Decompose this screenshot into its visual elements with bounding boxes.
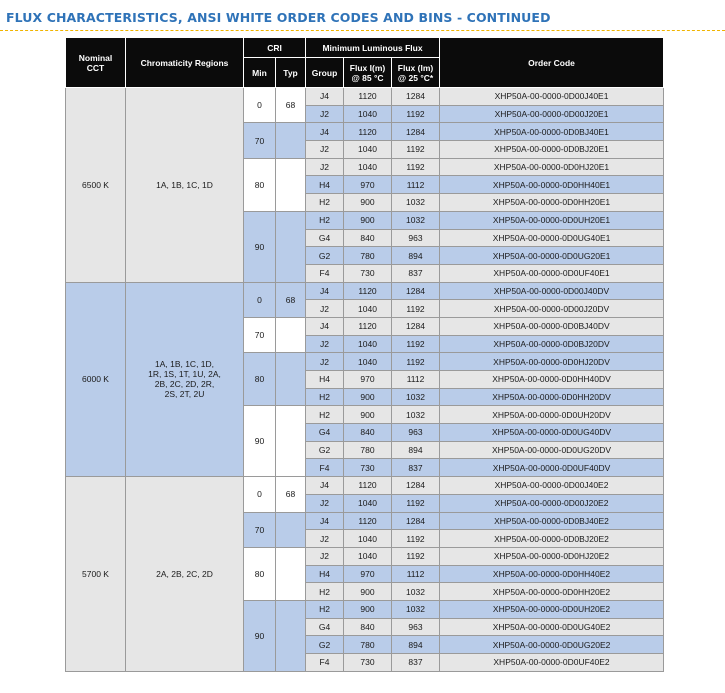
flux-85c-cell: 1120	[344, 477, 392, 495]
order-code-cell: XHP50A-00-0000-0D0UG40E2	[440, 618, 664, 636]
order-code-cell: XHP50A-00-0000-0D0BJ40E1	[440, 123, 664, 141]
flux-85c-cell: 970	[344, 565, 392, 583]
table-row	[66, 282, 664, 300]
cri-typ-cell: 68	[276, 477, 306, 512]
group-cell: H4	[306, 371, 344, 389]
page-title: FLUX CHARACTERISTICS, ANSI WHITE ORDER CODES AND BINS - CONTINUED	[6, 10, 551, 25]
order-code-cell: XHP50A-00-0000-0D0UH20E2	[440, 600, 664, 618]
cri-typ-cell	[276, 547, 306, 600]
order-code-cell: XHP50A-00-0000-0D00J20E1	[440, 105, 664, 123]
group-cell: F4	[306, 654, 344, 672]
cri-typ-cell: 68	[276, 88, 306, 123]
flux-25c-cell: 1032	[392, 406, 440, 424]
cri-typ-cell	[276, 123, 306, 158]
cri-min-cell: 70	[244, 512, 276, 547]
flux-25c-cell: 894	[392, 441, 440, 459]
flux-85c-cell: 730	[344, 459, 392, 477]
table-row	[66, 477, 664, 495]
chromaticity-regions-cell: 1A, 1B, 1C, 1D, 1R, 1S, 1T, 1U, 2A, 2B, 2C, 2D, 2R, 2S, 2T, 2U	[126, 282, 244, 477]
table-body	[66, 88, 664, 672]
header-order-code: Order Code	[440, 38, 664, 88]
group-cell: H2	[306, 600, 344, 618]
header-cri-typ: Typ	[276, 58, 306, 88]
group-cell: J2	[306, 335, 344, 353]
header-cri: CRI	[244, 38, 306, 58]
cri-min-cell: 80	[244, 158, 276, 211]
flux-85c-cell: 840	[344, 618, 392, 636]
group-cell: J2	[306, 530, 344, 548]
flux-25c-cell: 1192	[392, 494, 440, 512]
flux-85c-cell: 1120	[344, 282, 392, 300]
chromaticity-regions-cell: 1A, 1B, 1C, 1D	[126, 88, 244, 283]
nominal-cct-cell: 6000 K	[66, 282, 126, 477]
flux-85c-cell: 900	[344, 600, 392, 618]
order-code-cell: XHP50A-00-0000-0D0HH20E2	[440, 583, 664, 601]
group-cell: J4	[306, 317, 344, 335]
flux-25c-cell: 1192	[392, 530, 440, 548]
group-cell: J4	[306, 512, 344, 530]
flux-85c-cell: 1040	[344, 353, 392, 371]
group-cell: J4	[306, 88, 344, 106]
flux-85c-cell: 1040	[344, 547, 392, 565]
flux-25c-cell: 1032	[392, 583, 440, 601]
flux-85c-cell: 1040	[344, 105, 392, 123]
order-code-cell: XHP50A-00-0000-0D00J20E2	[440, 494, 664, 512]
order-code-cell: XHP50A-00-0000-0D0HH20E1	[440, 194, 664, 212]
group-cell: H2	[306, 194, 344, 212]
title-divider	[0, 30, 725, 31]
order-code-cell: XHP50A-00-0000-0D0UG40E1	[440, 229, 664, 247]
order-code-cell: XHP50A-00-0000-0D00J20DV	[440, 300, 664, 318]
flux-25c-cell: 837	[392, 654, 440, 672]
flux-25c-cell: 1284	[392, 477, 440, 495]
cri-typ-cell	[276, 317, 306, 352]
cri-typ-cell	[276, 211, 306, 282]
table-row	[66, 88, 664, 106]
order-code-cell: XHP50A-00-0000-0D0UG40DV	[440, 424, 664, 442]
group-cell: H2	[306, 583, 344, 601]
flux-25c-cell: 1284	[392, 123, 440, 141]
group-cell: G4	[306, 229, 344, 247]
header-flux-25c: Flux (lm) @ 25 °C*	[392, 58, 440, 88]
flux-25c-cell: 1112	[392, 565, 440, 583]
flux-25c-cell: 1192	[392, 158, 440, 176]
group-cell: H2	[306, 211, 344, 229]
order-code-cell: XHP50A-00-0000-0D0HJ20DV	[440, 353, 664, 371]
group-cell: J4	[306, 282, 344, 300]
cri-min-cell: 90	[244, 406, 276, 477]
order-code-cell: XHP50A-00-0000-0D00J40E2	[440, 477, 664, 495]
flux-85c-cell: 730	[344, 264, 392, 282]
group-cell: F4	[306, 459, 344, 477]
group-cell: G2	[306, 636, 344, 654]
group-cell: J2	[306, 158, 344, 176]
order-code-cell: XHP50A-00-0000-0D0HJ20E1	[440, 158, 664, 176]
flux-85c-cell: 1040	[344, 158, 392, 176]
group-cell: J2	[306, 141, 344, 159]
flux-25c-cell: 963	[392, 229, 440, 247]
group-cell: G4	[306, 618, 344, 636]
header-flux-85c: Flux I(m) @ 85 °C	[344, 58, 392, 88]
order-code-cell: XHP50A-00-0000-0D0BJ40DV	[440, 317, 664, 335]
flux-25c-cell: 894	[392, 247, 440, 265]
order-code-cell: XHP50A-00-0000-0D0UG20DV	[440, 441, 664, 459]
group-cell: H2	[306, 388, 344, 406]
flux-table	[65, 37, 664, 672]
cri-min-cell: 0	[244, 88, 276, 123]
flux-25c-cell: 1192	[392, 300, 440, 318]
group-cell: J4	[306, 477, 344, 495]
order-code-cell: XHP50A-00-0000-0D0BJ20E2	[440, 530, 664, 548]
flux-25c-cell: 1032	[392, 388, 440, 406]
order-code-cell: XHP50A-00-0000-0D0HJ20E2	[440, 547, 664, 565]
flux-85c-cell: 900	[344, 194, 392, 212]
flux-85c-cell: 1040	[344, 335, 392, 353]
flux-85c-cell: 970	[344, 176, 392, 194]
group-cell: J2	[306, 353, 344, 371]
flux-85c-cell: 900	[344, 211, 392, 229]
flux-85c-cell: 780	[344, 247, 392, 265]
order-code-cell: XHP50A-00-0000-0D0BJ40E2	[440, 512, 664, 530]
cri-typ-cell	[276, 512, 306, 547]
flux-25c-cell: 1192	[392, 335, 440, 353]
flux-25c-cell: 1284	[392, 88, 440, 106]
nominal-cct-cell: 6500 K	[66, 88, 126, 283]
flux-85c-cell: 780	[344, 636, 392, 654]
flux-25c-cell: 1284	[392, 282, 440, 300]
group-cell: F4	[306, 264, 344, 282]
header-cri-min: Min	[244, 58, 276, 88]
flux-25c-cell: 1032	[392, 211, 440, 229]
header-minimum-luminous-flux: Minimum Luminous Flux	[306, 38, 440, 58]
cri-typ-cell	[276, 353, 306, 406]
flux-25c-cell: 1032	[392, 600, 440, 618]
order-code-cell: XHP50A-00-0000-0D0HH40E2	[440, 565, 664, 583]
order-code-cell: XHP50A-00-0000-0D0UH20DV	[440, 406, 664, 424]
group-cell: G4	[306, 424, 344, 442]
flux-25c-cell: 1192	[392, 105, 440, 123]
flux-25c-cell: 894	[392, 636, 440, 654]
flux-85c-cell: 840	[344, 229, 392, 247]
order-code-cell: XHP50A-00-0000-0D0HH20DV	[440, 388, 664, 406]
flux-25c-cell: 1112	[392, 176, 440, 194]
flux-25c-cell: 1284	[392, 512, 440, 530]
group-cell: H4	[306, 176, 344, 194]
flux-85c-cell: 970	[344, 371, 392, 389]
flux-85c-cell: 900	[344, 406, 392, 424]
order-code-cell: XHP50A-00-0000-0D0BJ20E1	[440, 141, 664, 159]
cri-min-cell: 70	[244, 123, 276, 158]
flux-85c-cell: 1120	[344, 317, 392, 335]
flux-25c-cell: 963	[392, 424, 440, 442]
header-nominal-cct: Nominal CCT	[66, 38, 126, 88]
flux-85c-cell: 780	[344, 441, 392, 459]
order-code-cell: XHP50A-00-0000-0D0UF40DV	[440, 459, 664, 477]
header-chromaticity-regions: Chromaticity Regions	[126, 38, 244, 88]
flux-85c-cell: 1120	[344, 123, 392, 141]
order-code-cell: XHP50A-00-0000-0D0UF40E2	[440, 654, 664, 672]
flux-25c-cell: 1192	[392, 141, 440, 159]
group-cell: J4	[306, 123, 344, 141]
cri-min-cell: 70	[244, 317, 276, 352]
cri-min-cell: 0	[244, 282, 276, 317]
order-code-cell: XHP50A-00-0000-0D0HH40DV	[440, 371, 664, 389]
table-header	[66, 38, 664, 88]
order-code-cell: XHP50A-00-0000-0D0BJ20DV	[440, 335, 664, 353]
flux-25c-cell: 837	[392, 459, 440, 477]
cri-min-cell: 80	[244, 547, 276, 600]
group-cell: G2	[306, 441, 344, 459]
flux-table-container	[65, 37, 663, 672]
flux-25c-cell: 1192	[392, 353, 440, 371]
group-cell: H4	[306, 565, 344, 583]
header-group: Group	[306, 58, 344, 88]
flux-25c-cell: 1112	[392, 371, 440, 389]
cri-min-cell: 80	[244, 353, 276, 406]
cri-typ-cell	[276, 600, 306, 671]
flux-85c-cell: 1040	[344, 300, 392, 318]
order-code-cell: XHP50A-00-0000-0D0UH20E1	[440, 211, 664, 229]
order-code-cell: XHP50A-00-0000-0D00J40E1	[440, 88, 664, 106]
group-cell: J2	[306, 105, 344, 123]
nominal-cct-cell: 5700 K	[66, 477, 126, 672]
order-code-cell: XHP50A-00-0000-0D0HH40E1	[440, 176, 664, 194]
cri-typ-cell	[276, 406, 306, 477]
order-code-cell: XHP50A-00-0000-0D0UG20E2	[440, 636, 664, 654]
chromaticity-regions-cell: 2A, 2B, 2C, 2D	[126, 477, 244, 672]
flux-25c-cell: 1192	[392, 547, 440, 565]
group-cell: G2	[306, 247, 344, 265]
flux-85c-cell: 730	[344, 654, 392, 672]
group-cell: J2	[306, 494, 344, 512]
flux-85c-cell: 900	[344, 388, 392, 406]
flux-85c-cell: 1120	[344, 88, 392, 106]
order-code-cell: XHP50A-00-0000-0D0UF40E1	[440, 264, 664, 282]
flux-85c-cell: 840	[344, 424, 392, 442]
group-cell: J2	[306, 300, 344, 318]
order-code-cell: XHP50A-00-0000-0D0UG20E1	[440, 247, 664, 265]
flux-25c-cell: 1032	[392, 194, 440, 212]
flux-25c-cell: 1284	[392, 317, 440, 335]
cri-typ-cell	[276, 158, 306, 211]
cri-typ-cell: 68	[276, 282, 306, 317]
flux-25c-cell: 837	[392, 264, 440, 282]
flux-85c-cell: 1040	[344, 141, 392, 159]
group-cell: J2	[306, 547, 344, 565]
flux-85c-cell: 1040	[344, 530, 392, 548]
flux-85c-cell: 1120	[344, 512, 392, 530]
cri-min-cell: 90	[244, 600, 276, 671]
flux-25c-cell: 963	[392, 618, 440, 636]
flux-85c-cell: 900	[344, 583, 392, 601]
group-cell: H2	[306, 406, 344, 424]
cri-min-cell: 90	[244, 211, 276, 282]
order-code-cell: XHP50A-00-0000-0D00J40DV	[440, 282, 664, 300]
flux-85c-cell: 1040	[344, 494, 392, 512]
cri-min-cell: 0	[244, 477, 276, 512]
